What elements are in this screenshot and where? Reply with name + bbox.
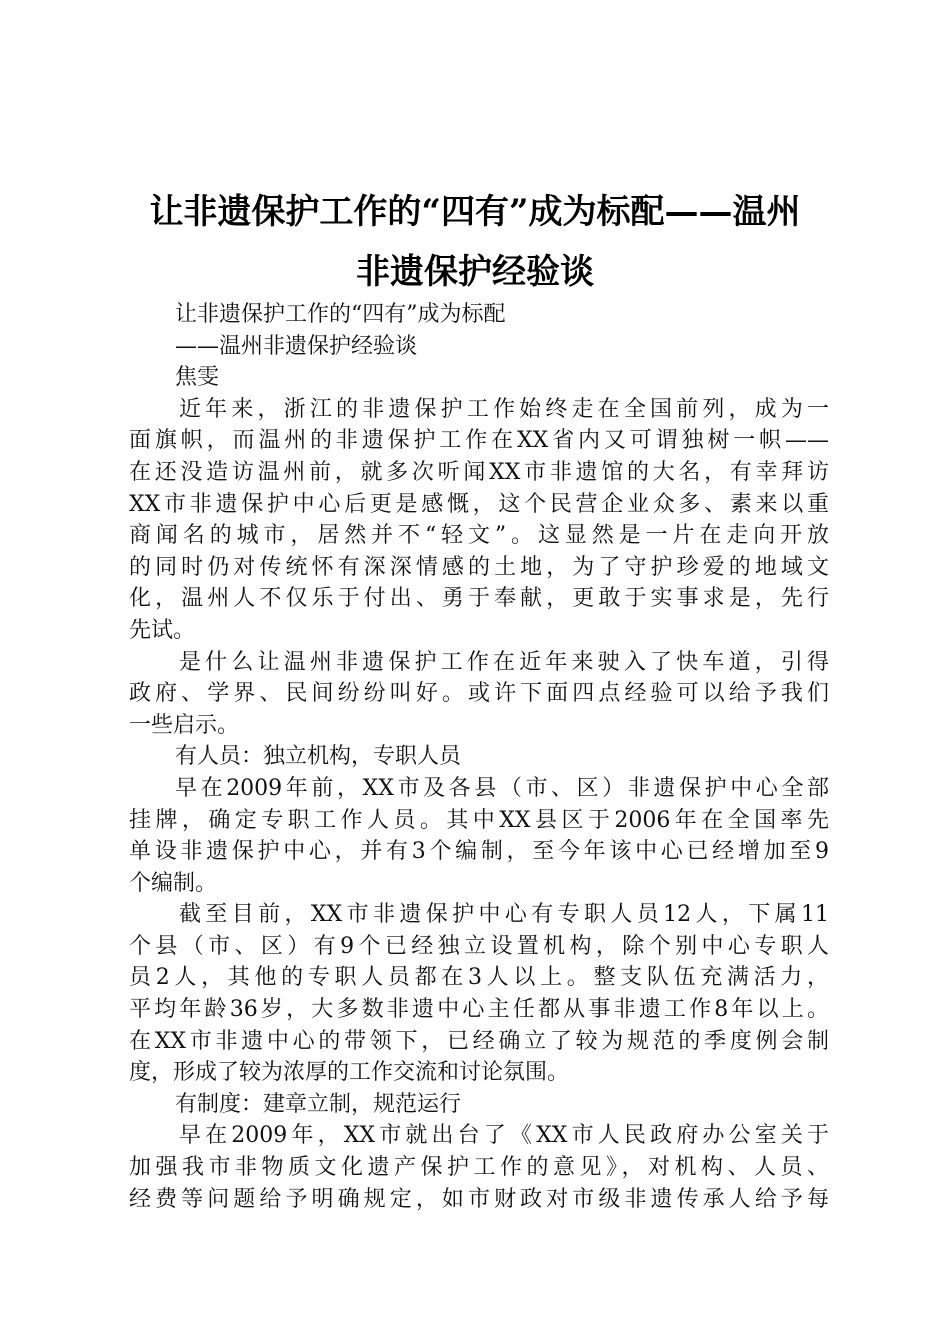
paragraph-line: 截至目前，XX市非遗保护中心有专职人员12人，下属11 [179,902,829,928]
paragraph-line: 商闻名的城市，居然并不“轻文”。这显然是一片在走向开放 [129,523,829,549]
paragraph-line: 早在2009年前，XX市及各县（市、区）非遗保护中心全部 [175,775,829,801]
document-title-line-1: 让非遗保护工作的“四有”成为标配——温州 [149,192,801,232]
paragraph-line: 面旗帜，而温州的非遗保护工作在XX省内又可谓独树一帜—— [129,428,829,454]
paragraph-line: 经费等问题给予明确规定，如市财政对市级非遗传承人给予每 [129,1186,829,1212]
document-title-line-2: 非遗保护经验谈 [356,252,594,292]
paragraph-line: 平均年龄36岁，大多数非遗中心主任都从事非遗工作8年以上。 [129,997,829,1023]
paragraph-line: 单设非遗保护中心，并有3个编制，至今年该中心已经增加至9 [129,839,829,865]
paragraph-line: 化，温州人不仅乐于付出、勇于奉献，更敢于实事求是，先行 [129,586,829,612]
paragraph-line: 度，形成了较为浓厚的工作交流和讨论氛围。 [129,1060,570,1086]
subtitle-line: 让非遗保护工作的“四有”成为标配 [175,302,506,327]
subtitle-line: ——温州非遗保护经验谈 [175,333,418,359]
paragraph-line: 的同时仍对传统怀有深深情感的土地，为了守护珍爱的地域文 [129,554,829,580]
paragraph-line: 个编制。 [129,870,218,896]
paragraph-line: 在还没造访温州前，就多次听闻XX市非遗馆的大名，有幸拜访 [129,459,829,485]
paragraph-line: 早在2009年，XX市就出台了《XX市人民政府办公室关于 [179,1123,829,1149]
paragraph-line: 先试。 [129,617,196,643]
paragraph-line: 政府、学界、民间纷纷叫好。或许下面四点经验可以给予我们 [129,681,829,707]
paragraph-line: XX市非遗保护中心后更是感慨，这个民营企业众多、素来以重 [129,491,829,517]
paragraph-line: 加强我市非物质文化遗产保护工作的意见》，对机构、人员、 [129,1155,829,1181]
section-heading: 有制度：建章立制，规范运行 [175,1091,462,1117]
paragraph-line: 个县（市、区）有9个已经独立设置机构，除个别中心专职人 [129,933,829,959]
section-heading: 有人员：独立机构，专职人员 [175,744,462,770]
paragraph-line: 一些启示。 [129,712,240,738]
paragraph-line: 挂牌，确定专职工作人员。其中XX县区于2006年在全国率先 [129,807,829,833]
paragraph-line: 员2人，其他的专职人员都在3人以上。整支队伍充满活力， [129,965,829,991]
paragraph-line: 在XX市非遗中心的带领下，已经确立了较为规范的季度例会制 [129,1028,829,1054]
document-body [129,299,829,1215]
author-name: 焦雯 [175,365,220,391]
paragraph-line: 是什么让温州非遗保护工作在近年来驶入了快车道，引得 [179,649,829,675]
paragraph-line: 近年来，浙江的非遗保护工作始终走在全国前列，成为一 [179,396,829,422]
